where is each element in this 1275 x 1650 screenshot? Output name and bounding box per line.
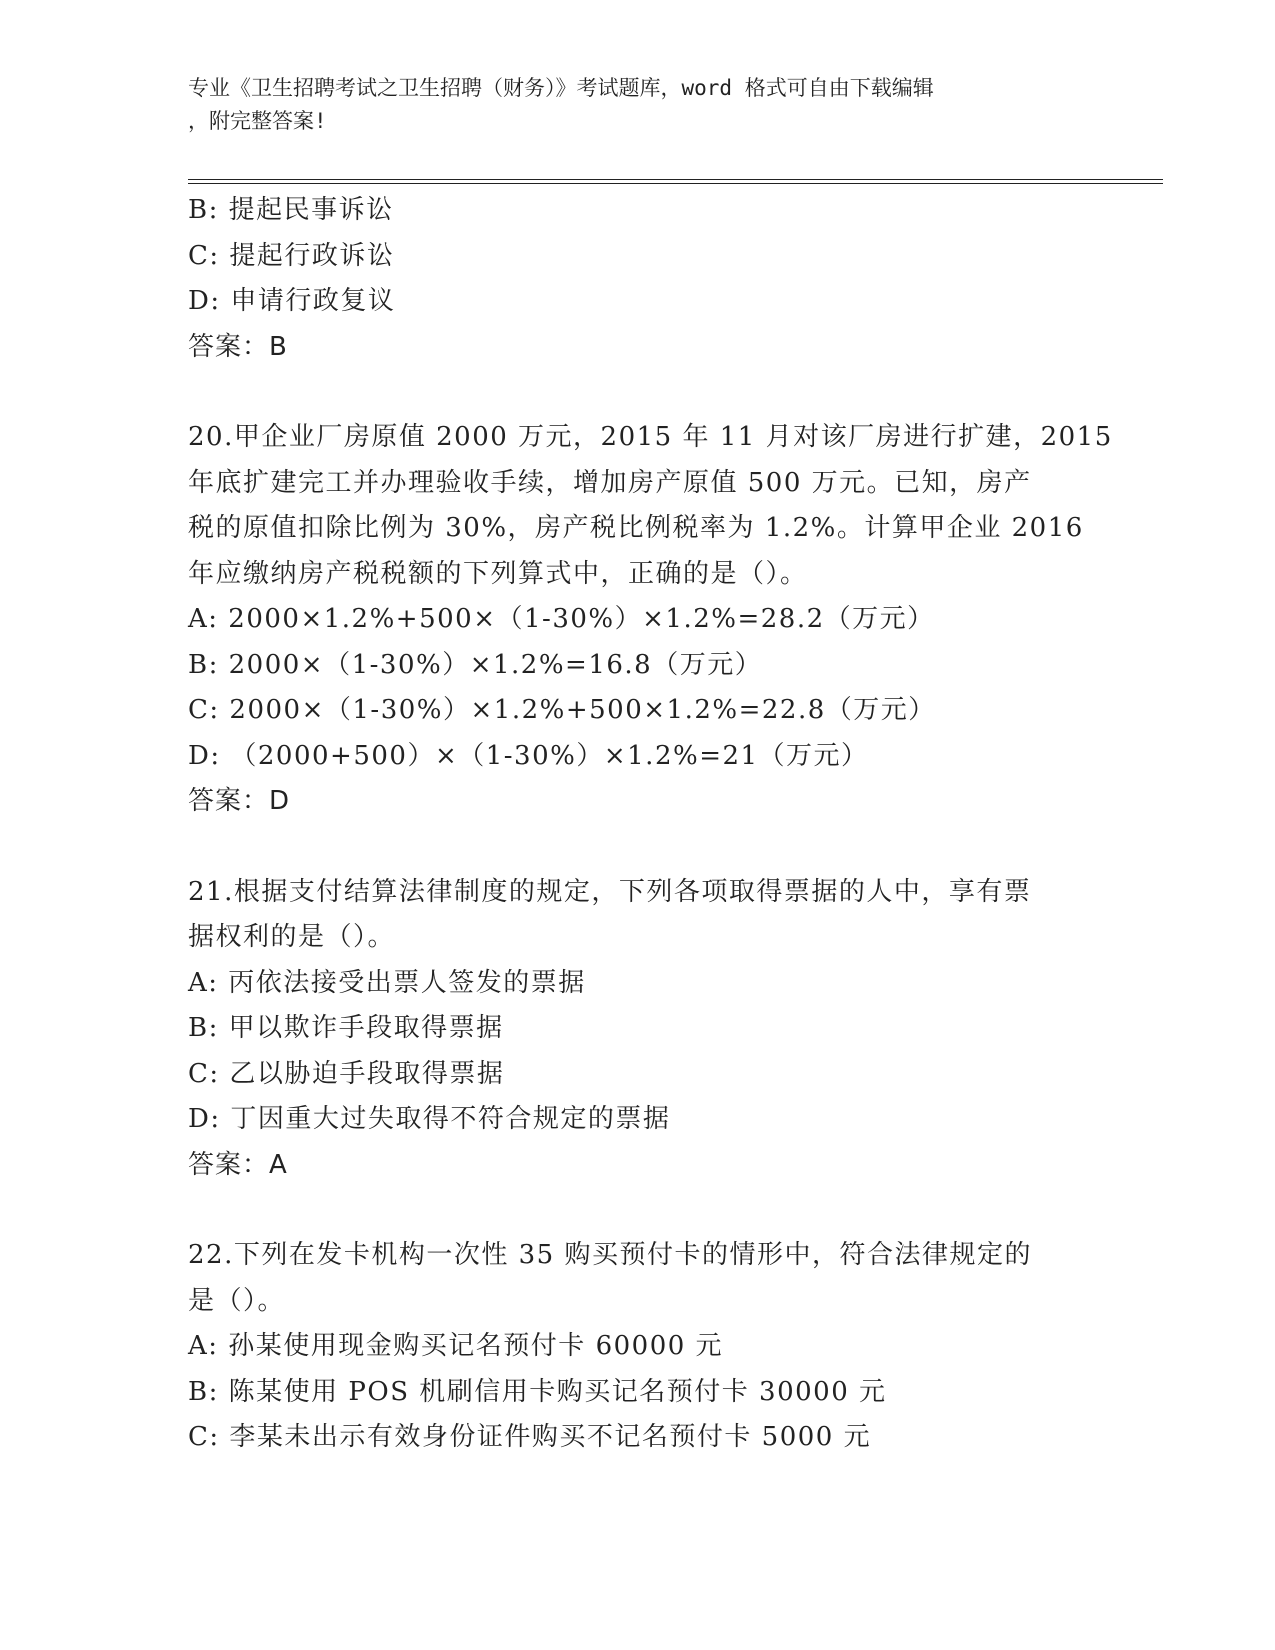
option-a: A: 孙某使用现金购买记名预付卡 60000 元 bbox=[188, 1331, 724, 1361]
option-c: C: 乙以胁迫手段取得票据 bbox=[188, 1058, 505, 1089]
document-body bbox=[188, 188, 1113, 1461]
header-line-2: ，附完整答案! bbox=[188, 109, 327, 133]
option-b: B: 甲以欺诈手段取得票据 bbox=[188, 1013, 504, 1043]
option-c: C: 李某未出示有效身份证件购买不记名预付卡 5000 元 bbox=[188, 1422, 872, 1452]
question-20 bbox=[188, 415, 1113, 825]
option-d: D: （2000+500）×（1-30%）×1.2%=21（万元） bbox=[188, 740, 869, 771]
question-stem-line: 税的原值扣除比例为 30%，房产税比例税率为 1.2%。计算甲企业 2016 bbox=[188, 513, 1084, 543]
question-21 bbox=[188, 870, 1088, 1189]
answer-line: 答案：D bbox=[188, 786, 291, 816]
question-19-tail bbox=[188, 188, 1088, 370]
option-d: D: 申请行政复议 bbox=[188, 286, 396, 316]
option-b: B: 2000×（1-30%）×1.2%=16.8（万元） bbox=[188, 649, 763, 680]
question-stem-line: 据权利的是（）。 bbox=[188, 922, 396, 952]
option-c: C: 2000×（1-30%）×1.2%+500×1.2%=22.8（万元） bbox=[188, 695, 936, 725]
question-22 bbox=[188, 1233, 1088, 1461]
question-stem-line: 21.根据支付结算法律制度的规定，下列各项取得票据的人中，享有票 bbox=[188, 876, 1032, 907]
option-a: A: 丙依法接受出票人签发的票据 bbox=[188, 967, 586, 998]
option-b: B: 提起民事诉讼 bbox=[188, 195, 394, 225]
question-stem-line: 年底扩建完工并办理验收手续，增加房产原值 500 万元。已知，房产 bbox=[188, 467, 1032, 498]
option-b: B: 陈某使用 POS 机刷信用卡购买记名预付卡 30000 元 bbox=[188, 1376, 887, 1407]
question-stem-line: 是（）。 bbox=[188, 1285, 286, 1316]
answer-line: 答案：B bbox=[188, 331, 288, 362]
question-stem-line: 22.下列在发卡机构一次性 35 购买预付卡的情形中，符合法律规定的 bbox=[188, 1240, 1032, 1270]
question-stem-line: 年应缴纳房产税税额的下列算式中，正确的是（）。 bbox=[188, 558, 808, 589]
option-d: D: 丁因重大过失取得不符合规定的票据 bbox=[188, 1104, 671, 1134]
option-a: A: 2000×1.2%+500×（1-30%）×1.2%=28.2（万元） bbox=[188, 604, 935, 634]
header-line-1: 专业《卫生招聘考试之卫生招聘（财务）》考试题库，word 格式可自由下载编辑 bbox=[188, 76, 934, 100]
option-c: C: 提起行政诉讼 bbox=[188, 240, 395, 271]
header-divider bbox=[188, 179, 1163, 184]
page-header bbox=[188, 72, 1088, 138]
question-stem-line: 20.甲企业厂房原值 2000 万元，2015 年 11 月对该厂房进行扩建，2015 bbox=[188, 422, 1113, 452]
answer-line: 答案：A bbox=[188, 1149, 288, 1180]
